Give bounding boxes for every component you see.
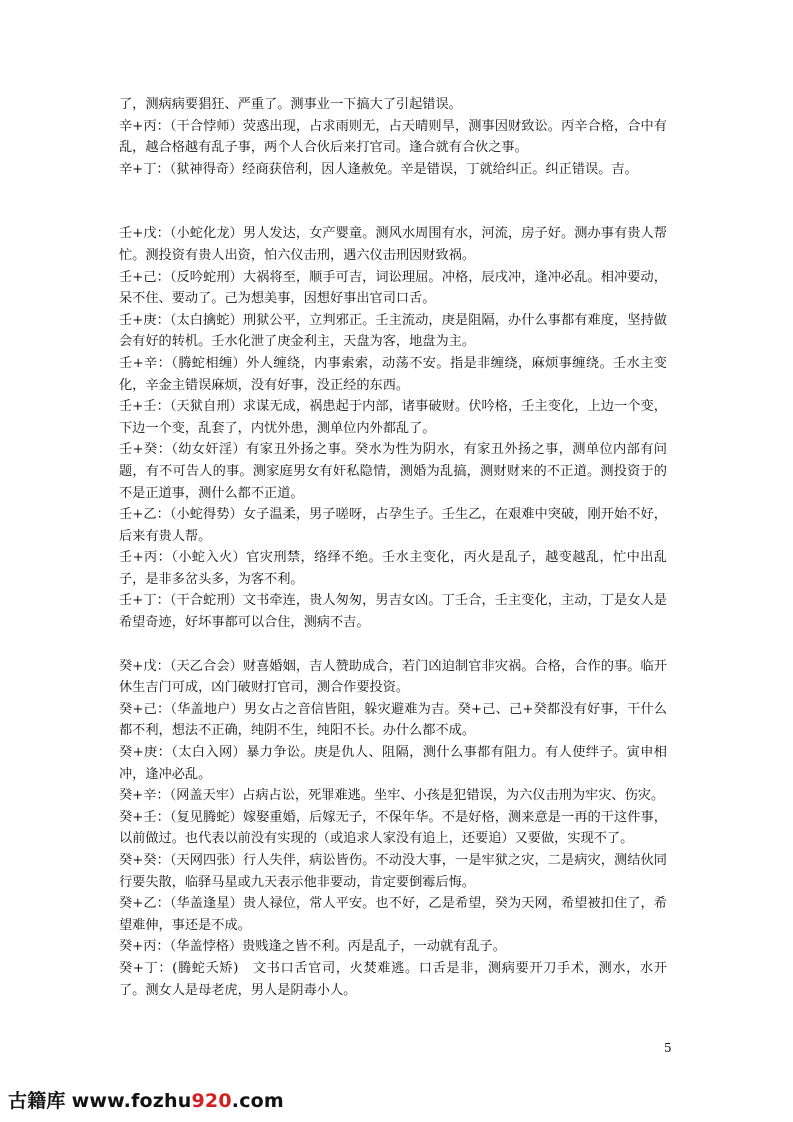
paragraph: 辛+丙：（干合悖师）荧惑出现，占求雨则无，占天晴则旱，测事因财致讼。丙辛合格，合中有乱，越合格越有乱子事，两个人合伙后来打官司。逢合就有合伙之事。 (119, 118, 667, 156)
paragraph: 癸+壬：（复见腾蛇）嫁娶重婚，后嫁无子，不保年华。不是好格，测来意是一再的干这件事，以前做过。也代表以前没有实现的（或追求人家没有追上，还要追）又要做，实现不了。 (119, 809, 667, 847)
paragraph: 壬+辛：（腾蛇相缠）外人缠绕，内事索索，动荡不安。指是非缠绕，麻烦事缠绕。壬水主变化，辛金主错误麻烦，没有好事，没正经的东西。 (119, 355, 667, 393)
footer-url-prefix: www.fozhu (71, 1090, 192, 1112)
paragraph: 癸+辛：（网盖天牢）占病占讼，死罪难逃。坐牢、小孩是犯错误，为六仪击刑为牢灾、伤灾。 (119, 788, 665, 804)
section-spacer (119, 634, 667, 656)
paragraph: 壬+癸：（幼女奸淫）有家丑外扬之事。癸水为性为阴水，有家丑外扬之事，测单位内部有问题，有不可告人的事。测家庭男女有奸私隐情，测婚为乱搞，测财财来的不正道。测投资于的不是正道事，测什么都不正道。 (119, 442, 667, 501)
paragraph: 壬+己：（反吟蛇刑）大祸将至，顺手可吉，词讼理屈。冲格，辰戌冲，逢冲必乱。相冲要动，呆不住、要动了。己为想美事，因想好事出官司口舌。 (119, 269, 667, 307)
page-number: 5 (664, 1041, 672, 1055)
footer-url-suffix: .com (231, 1090, 284, 1112)
section-spacer (119, 180, 667, 223)
footer-url-number: 920 (191, 1090, 232, 1112)
footer-brand: 古籍库 (8, 1090, 66, 1112)
paragraph: 癸+庚：（太白入网）暴力争讼。庚是仇人、阻隔，测什么事都有阻力。有人使绊子。寅申相冲，逢冲必乱。 (119, 745, 667, 782)
paragraph: 癸+戊：（天乙合会）财喜婚姻，吉人赞助成合，若门凶迫制官非灾祸。合格，合作的事。临开休生吉门可成，凶门破财打官司，测合作要投资。 (119, 658, 667, 696)
page-body (119, 94, 667, 1001)
watermark-footer (8, 1086, 284, 1113)
paragraph: 癸+乙：（华盖逢星）贵人禄位，常人平安。也不好，乙是希望，癸为天网，希望被扣住了，希望难伸，事还是不成。 (119, 896, 667, 933)
paragraph: 癸+丙：（华盖悖格）贵贱逢之皆不利。丙是乱子，一动就有乱子。 (119, 939, 506, 955)
paragraph: 癸+癸：（天网四张）行人失伴，病讼皆伤。不动没大事，一是牢狱之灾，二是病灾，测结伙同行要失散，临驿马星或九天表示他非要动，肯定要倒霉后悔。 (119, 853, 667, 890)
paragraph: 辛+丁：（狱神得奇）经商获倍利，因人逢赦免。辛是错误，丁就给纠正。纠正错误。吉。 (119, 161, 638, 177)
paragraph: 壬+丁：（干合蛇刑）文书牵连，贵人匆匆，男吉女凶。丁壬合，壬主变化，主动，丁是女人是希望奇迹，好坏事都可以合住，测病不吉。 (119, 593, 667, 631)
paragraph: 癸+己：（华盖地户）男女占之音信皆阻，躲灾避难为吉。癸+己、己+癸都没有好事，干什么都不利，想法不正确，纯阴不生，纯阳不长。办什么都不成。 (119, 701, 667, 739)
paragraph: 壬+乙：（小蛇得势）女子温柔，男子嗟呀，占孕生子。壬生乙，在艰难中突破，刚开始不好，后来有贵人帮。 (119, 507, 667, 544)
paragraph: 壬+壬：（天狱自刑）求谋无成，祸患起于内部，诸事破财。伏吟格，壬主变化，上边一个变，下边一个变，乱套了，内忧外患，测单位内外都乱了。 (119, 399, 667, 436)
paragraph: 了，测病病要猖狂、严重了。测事业一下搞大了引起错误。 (119, 97, 462, 112)
paragraph: 壬+戊：（小蛇化龙）男人发达，女产婴童。测风水周围有水，河流，房子好。测办事有贵人帮忙。测投资有贵人出资，怕六仪击刑，遇六仪击刑因财致祸。 (119, 226, 667, 263)
paragraph: 壬+丙：（小蛇入火）官灾刑禁，络绎不绝。壬水主变化，丙火是乱子，越变越乱，忙中出乱子，是非多岔头多，为客不利。 (119, 550, 667, 587)
paragraph: 壬+庚：（太白擒蛇）刑狱公平，立判邪正。壬主流动，庚是阻隔，办什么事都有难度，坚持做会有好的转机。壬水化泄了庚金利主，天盘为客，地盘为主。 (119, 312, 667, 350)
paragraph: 癸+丁：(腾蛇夭矫) 文书口舌官司，火焚难逃。口舌是非，测病要开刀手术，测水，水开了。测女人是母老虎，男人是阴毒小人。 (119, 960, 667, 998)
